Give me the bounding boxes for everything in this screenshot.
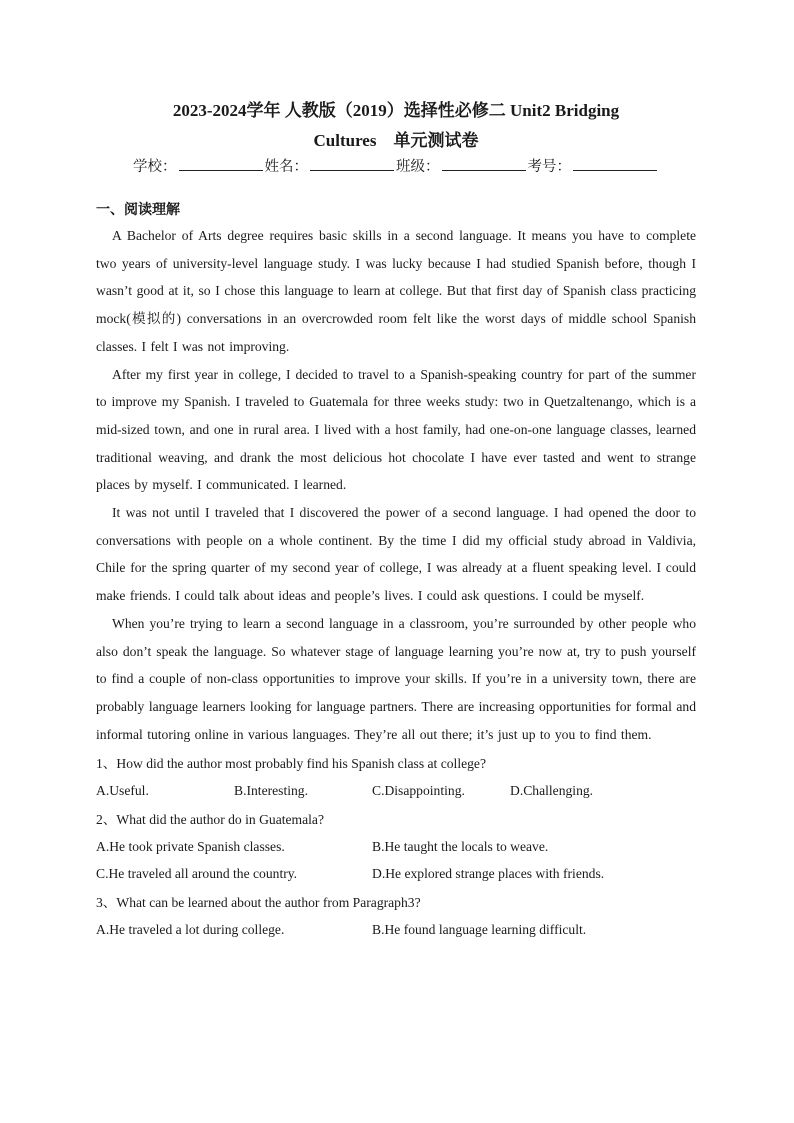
section-heading: 一、阅读理解 xyxy=(96,203,180,218)
exam-number-blank[interactable] xyxy=(573,156,657,171)
class-label: 班级： xyxy=(396,159,440,175)
school-blank[interactable] xyxy=(179,156,263,171)
q1-option-b: B.Interesting. xyxy=(234,783,308,799)
q2-option-c: C.He traveled all around the country. xyxy=(96,866,298,882)
q3-option-b: B.He found language learning difficult. xyxy=(372,922,587,938)
title-line-1: 2023-2024学年 人教版（2019）选择性必修二 Unit2 Bridging xyxy=(172,101,620,120)
q1-option-d: D.Challenging. xyxy=(510,783,594,799)
school-label: 学校： xyxy=(133,159,177,175)
name-label: 姓名： xyxy=(264,159,308,175)
q2-option-b: B.He taught the locals to weave. xyxy=(372,839,549,855)
class-blank[interactable] xyxy=(442,156,526,171)
question-2-stem: 2、What did the author do in Guatemala? xyxy=(96,812,325,828)
q1-option-c: C.Disappointing. xyxy=(372,783,465,799)
page-title xyxy=(96,96,696,156)
question-3-options-row-1 xyxy=(96,916,696,943)
passage-paragraph-1: A Bachelor of Arts degree requires basic skills in a second language. It means you have to complete two years of university-level language study. I was lucky because I had studied Spanish before, though I wasn’t good at it, so I chose this language to learn at college. But that first day of Spanish class practicing mock(模拟的) conversations in an overcrowded room felt like the worst days of middle school Spanish classes. I felt I was not improving. xyxy=(96,228,696,354)
question-3-stem: 3、What can be learned about the author from Paragraph3? xyxy=(96,895,421,911)
question-1-options xyxy=(96,777,696,804)
passage-paragraph-4: When you’re trying to learn a second language in a classroom, you’re surrounded by other people who also don’t speak the language. So whatever stage of language learning you’re now at, try to push yourself to find a couple of non-class opportunities to improve your skills. If you’re in a university town, there are probably language learners looking for language partners. There are increasing opportunities for formal and informal tutoring online in various languages. They’re all out there; it’s just up to you to find them. xyxy=(96,615,696,742)
title-line-2: Cultures 单元测试卷 xyxy=(313,131,479,150)
passage-paragraph-2: After my first year in college, I decided to travel to a Spanish-speaking country for part of the summer to improve my Spanish. I traveled to Guatemala for three weeks study: two in Quetzaltenango, which is a mid-sized town, and one in rural area. I lived with a host family, had one-on-one language classes, learned traditional weaving, and drank the most delicious hot chocolate I have ever tasted and went to strange places by myself. I communicated. I learned. xyxy=(96,366,696,493)
student-info-row xyxy=(96,156,696,178)
name-blank[interactable] xyxy=(310,156,394,171)
q2-option-a: A.He took private Spanish classes. xyxy=(96,839,285,855)
question-2-options-row-1 xyxy=(96,833,696,860)
question-2-options-row-2 xyxy=(96,860,696,887)
passage-paragraph-3: It was not until I traveled that I discovered the power of a second language. I had opened the door to conversations with people on a whole continent. By the time I did my official study abroad in Valdivia, Chile for the spring quarter of my second year of college, I was already at a fluent speaking level. I could make friends. I could talk about ideas and people’s lives. I could ask questions. I could be myself. xyxy=(96,505,696,604)
q3-option-a: A.He traveled a lot during college. xyxy=(96,922,285,938)
exam-number-label: 考号： xyxy=(527,159,571,175)
question-1-stem: 1、How did the author most probably find his Spanish class at college? xyxy=(96,756,486,772)
q1-option-a: A.Useful. xyxy=(96,783,149,799)
document-page xyxy=(96,96,696,943)
q2-option-d: D.He explored strange places with friends. xyxy=(372,866,605,882)
